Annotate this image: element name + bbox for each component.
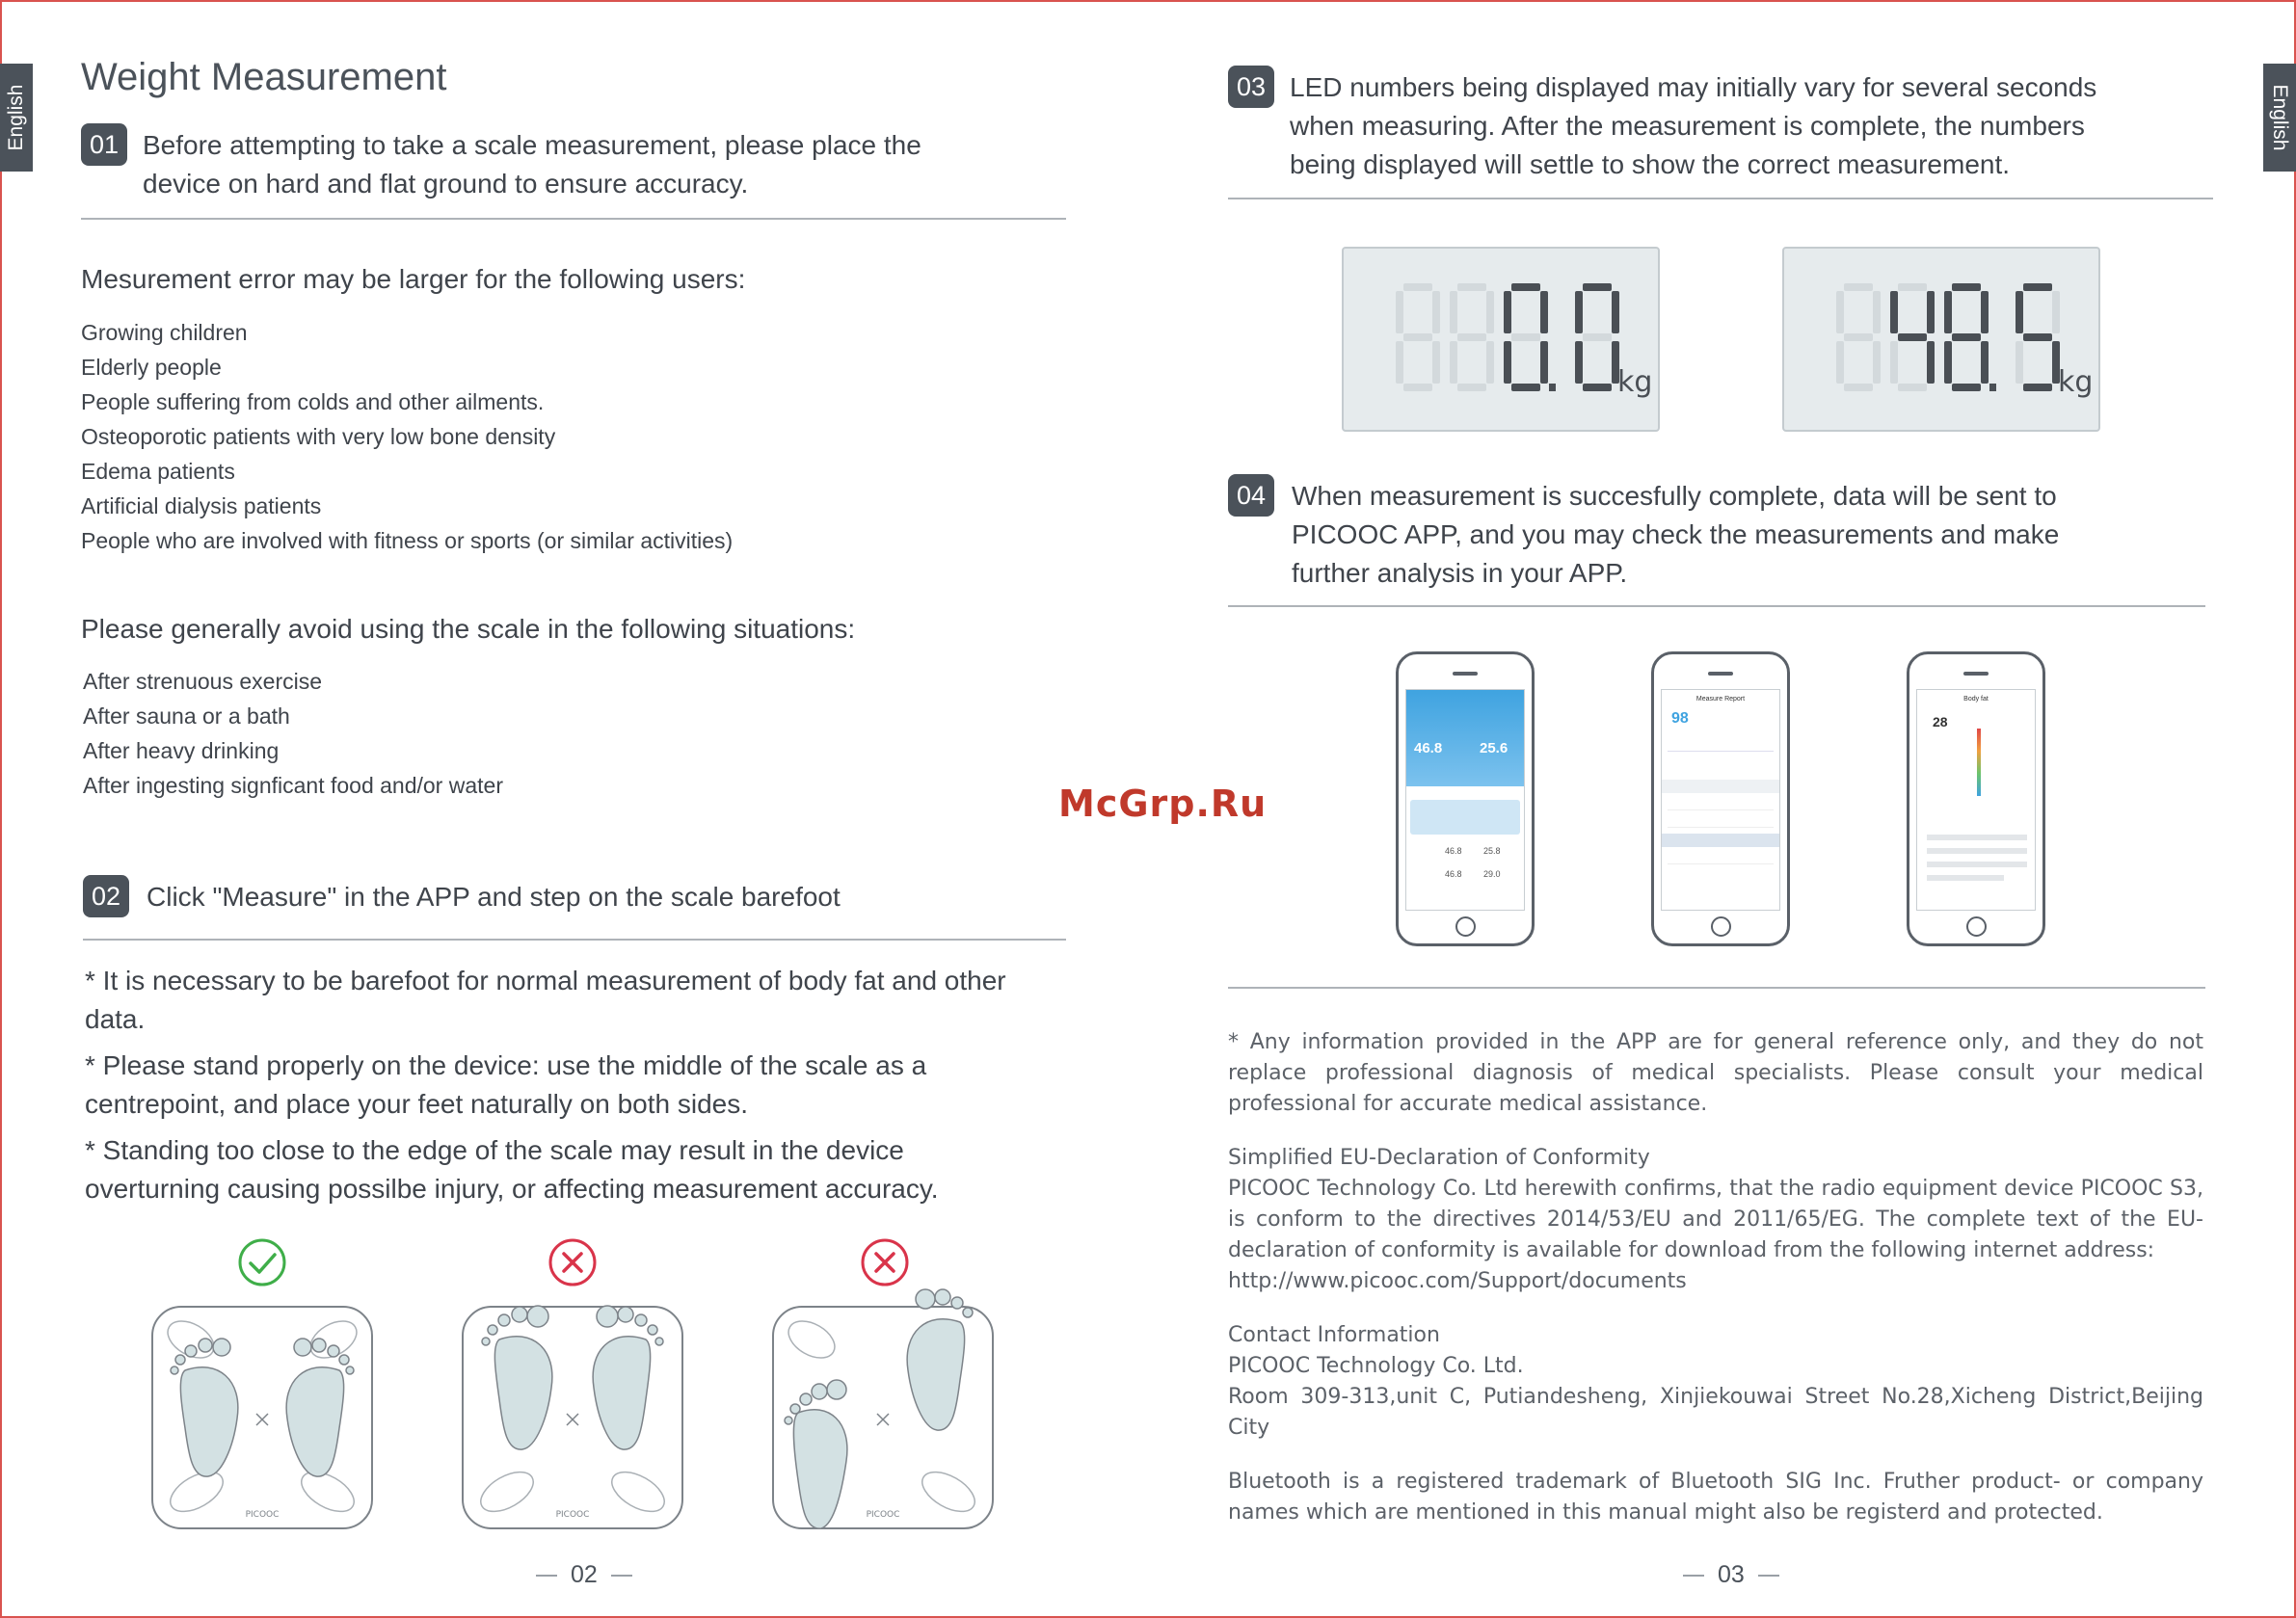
lcd-segment [1583,283,1612,291]
lcd-segment [1944,341,1952,384]
lcd-segment [1540,341,1548,384]
lcd-segment [1403,384,1432,391]
step-number-03: 03 [1228,66,1274,108]
phone-report-screen [1651,651,1790,946]
lcd-segment [1486,341,1494,384]
lcd-unit: kg [2058,365,2094,399]
scale-wrong-stance-top-edge-illustration [461,1303,686,1534]
list-item: People who are involved with fitness or sports (or similar activities) [81,528,734,553]
watermark: McGrp.Ru [1058,782,1268,825]
list-item: After ingesting signficant food and/or water [83,773,503,798]
lcd-segment [1511,333,1540,341]
bluetooth-notice: Bluetooth is a registered trademark of Bluetooth SIG Inc. Fruther product- or company names which are mentioned in this manual might also be registerd and protected. [1228,1470,2203,1525]
lcd-display-final [1782,247,2100,432]
step-04-text: When measurement is succesfully complete, data will be sent to PICOOC APP, and you may check the measurements and make further analysis in your APP. [1292,481,2060,588]
lcd-segment [1540,291,1548,333]
lcd-segment [1927,291,1935,333]
lcd-segment [1575,291,1583,333]
lcd-unit: kg [1617,365,1653,399]
divider [83,939,1066,941]
lcd-segment [1981,291,1989,333]
list-item: After heavy drinking [83,738,280,763]
list-item: After strenuous exercise [83,669,323,694]
lcd-segment [1403,333,1432,341]
lcd-segment [1504,341,1511,384]
language-tab-left: English [0,64,33,172]
lcd-display-initial [1342,247,1660,432]
lcd-segment [1944,291,1952,333]
lcd-segment [1836,291,1844,333]
lcd-segment [1844,333,1873,341]
lcd-segment [1403,283,1432,291]
fine-print [1228,1027,2203,1552]
eu-url: http://www.picooc.com/Support/documents [1228,1269,1687,1293]
lcd-segment [1583,333,1612,341]
lcd-segment [1396,291,1403,333]
step-number-04: 04 [1228,474,1274,517]
lcd-segment [1844,384,1873,391]
step-01-text: Before attempting to take a scale measurement, please place the device on hard and flat ground to ensure accuracy. [143,130,921,199]
step-number-02: 02 [83,875,129,917]
lcd-segment [1486,291,1494,333]
scale-correct-stance-illustration [150,1303,376,1534]
lcd-segment [2023,283,2052,291]
lcd-segment [1952,384,1981,391]
svg-text:PICOOC: PICOOC [245,1510,280,1520]
lcd-segment [1432,291,1440,333]
error-users-list [81,315,733,558]
lcd-segment [1504,291,1511,333]
contact-information: Contact Information PICOOC Technology Co. Ltd. Room 309-313,unit C, Putiandesheng, Xinjiekouwai Street No.28,Xicheng District,Beijing City [1228,1323,2203,1440]
list-item: Elderly people [81,355,222,380]
list-item: Edema patients [81,459,235,484]
lcd-segment [1450,291,1457,333]
step-02-text: Click "Measure" in the APP and step on the scale barefoot [147,882,841,912]
page-number-right: 03 [1669,1561,1793,1589]
error-heading: Mesurement error may be larger for the following users: [81,264,746,294]
divider [81,218,1066,220]
lcd-segment [1927,341,1935,384]
lcd-decimal-point [1989,384,1996,391]
lcd-segment [1836,341,1844,384]
cross-icon [860,1237,910,1287]
avoid-situations-list [83,664,503,803]
phone-home-screen [1396,651,1535,946]
lcd-segment [1457,333,1486,341]
page-title: Weight Measurement [81,56,447,98]
phone-screen: Measure Report 98 [1661,689,1780,911]
phone-home-button [1966,916,1987,937]
lcd-segment [1890,291,1898,333]
check-icon [237,1237,287,1287]
notes-block [85,962,1039,1216]
list-item: After sauna or a bath [83,703,290,729]
lcd-segment [2052,291,2060,333]
svg-text:PICOOC: PICOOC [555,1510,590,1520]
list-item: People suffering from colds and other ailments. [81,389,545,414]
phone-speaker [1708,672,1733,676]
svg-text:PICOOC: PICOOC [866,1510,900,1520]
cross-icon [547,1237,598,1287]
lcd-segment [1575,341,1583,384]
note-item: * Please stand properly on the device: use the middle of the scale as a centrepoint, and place your feet naturally on both sides. [85,1050,927,1119]
language-tab-right: English [2263,64,2296,172]
list-item: Growing children [81,320,248,345]
page-number-left: 02 [522,1561,646,1589]
lcd-segment [1612,291,1619,333]
lcd-segment [2016,341,2023,384]
phone-speaker [1963,672,1989,676]
phone-screen: Body fat 28 [1916,689,2036,911]
lcd-segment [2023,333,2052,341]
lcd-segment [1898,283,1927,291]
lcd-decimal-point [1549,384,1556,391]
divider [1228,605,2205,607]
divider [1228,198,2213,199]
lcd-segment [1873,291,1881,333]
lcd-segment [2016,291,2023,333]
phone-bodyfat-screen [1907,651,2045,946]
scale-wrong-stance-offset-illustration [771,1287,999,1542]
lcd-segment [1898,333,1927,341]
phone-screen: 46.8 25.6 46.8 25.8 46.8 29.0 [1405,689,1525,911]
lcd-segment [1457,283,1486,291]
note-item: * It is necessary to be barefoot for normal measurement of body fat and other data. [85,966,1006,1034]
phone-home-button [1455,916,1476,937]
note-item: * Standing too close to the edge of the scale may result in the device overturning causing possilbe injury, or affecting measurement accuracy. [85,1135,939,1204]
step-03-text: LED numbers being displayed may initially vary for several seconds when measuring. After the measurement is complete, the numbers being displayed will settle to show the correct measurement. [1290,72,2097,179]
lcd-segment [1457,384,1486,391]
lcd-segment [1981,341,1989,384]
lcd-segment [1898,384,1927,391]
list-item: Osteoporotic patients with very low bone density [81,424,556,449]
step-number-01: 01 [81,123,127,166]
lcd-segment [1952,333,1981,341]
eu-declaration: Simplified EU-Declaration of Conformity PICOOC Technology Co. Ltd herewith confirms, that the radio equipment device PICOOC S3, is conform to the directives 2014/53/EU and 2011/65/EG. The complete text of the EU-declaration of conformity is available for download from the following internet address: http://www.picooc.com/Support/documents [1228,1146,2203,1293]
phone-speaker [1453,672,1478,676]
lcd-segment [1844,283,1873,291]
lcd-segment [1873,341,1881,384]
lcd-segment [1450,341,1457,384]
lcd-segment [1511,283,1540,291]
list-item: Artificial dialysis patients [81,493,322,518]
lcd-segment [1511,384,1540,391]
disclaimer: * Any information provided in the APP are for general reference only, and they do not replace professional diagnosis of medical specialists. Please consult your medical professional for accurate medical assistance. [1228,1030,2203,1116]
lcd-segment [1952,283,1981,291]
phone-home-button [1711,916,1731,937]
lcd-segment [1890,341,1898,384]
divider [1228,987,2205,989]
lcd-segment [1396,341,1403,384]
lcd-segment [2023,384,2052,391]
avoid-heading: Please generally avoid using the scale in the following situations: [81,614,856,644]
lcd-segment [1432,341,1440,384]
lcd-segment [1583,384,1612,391]
